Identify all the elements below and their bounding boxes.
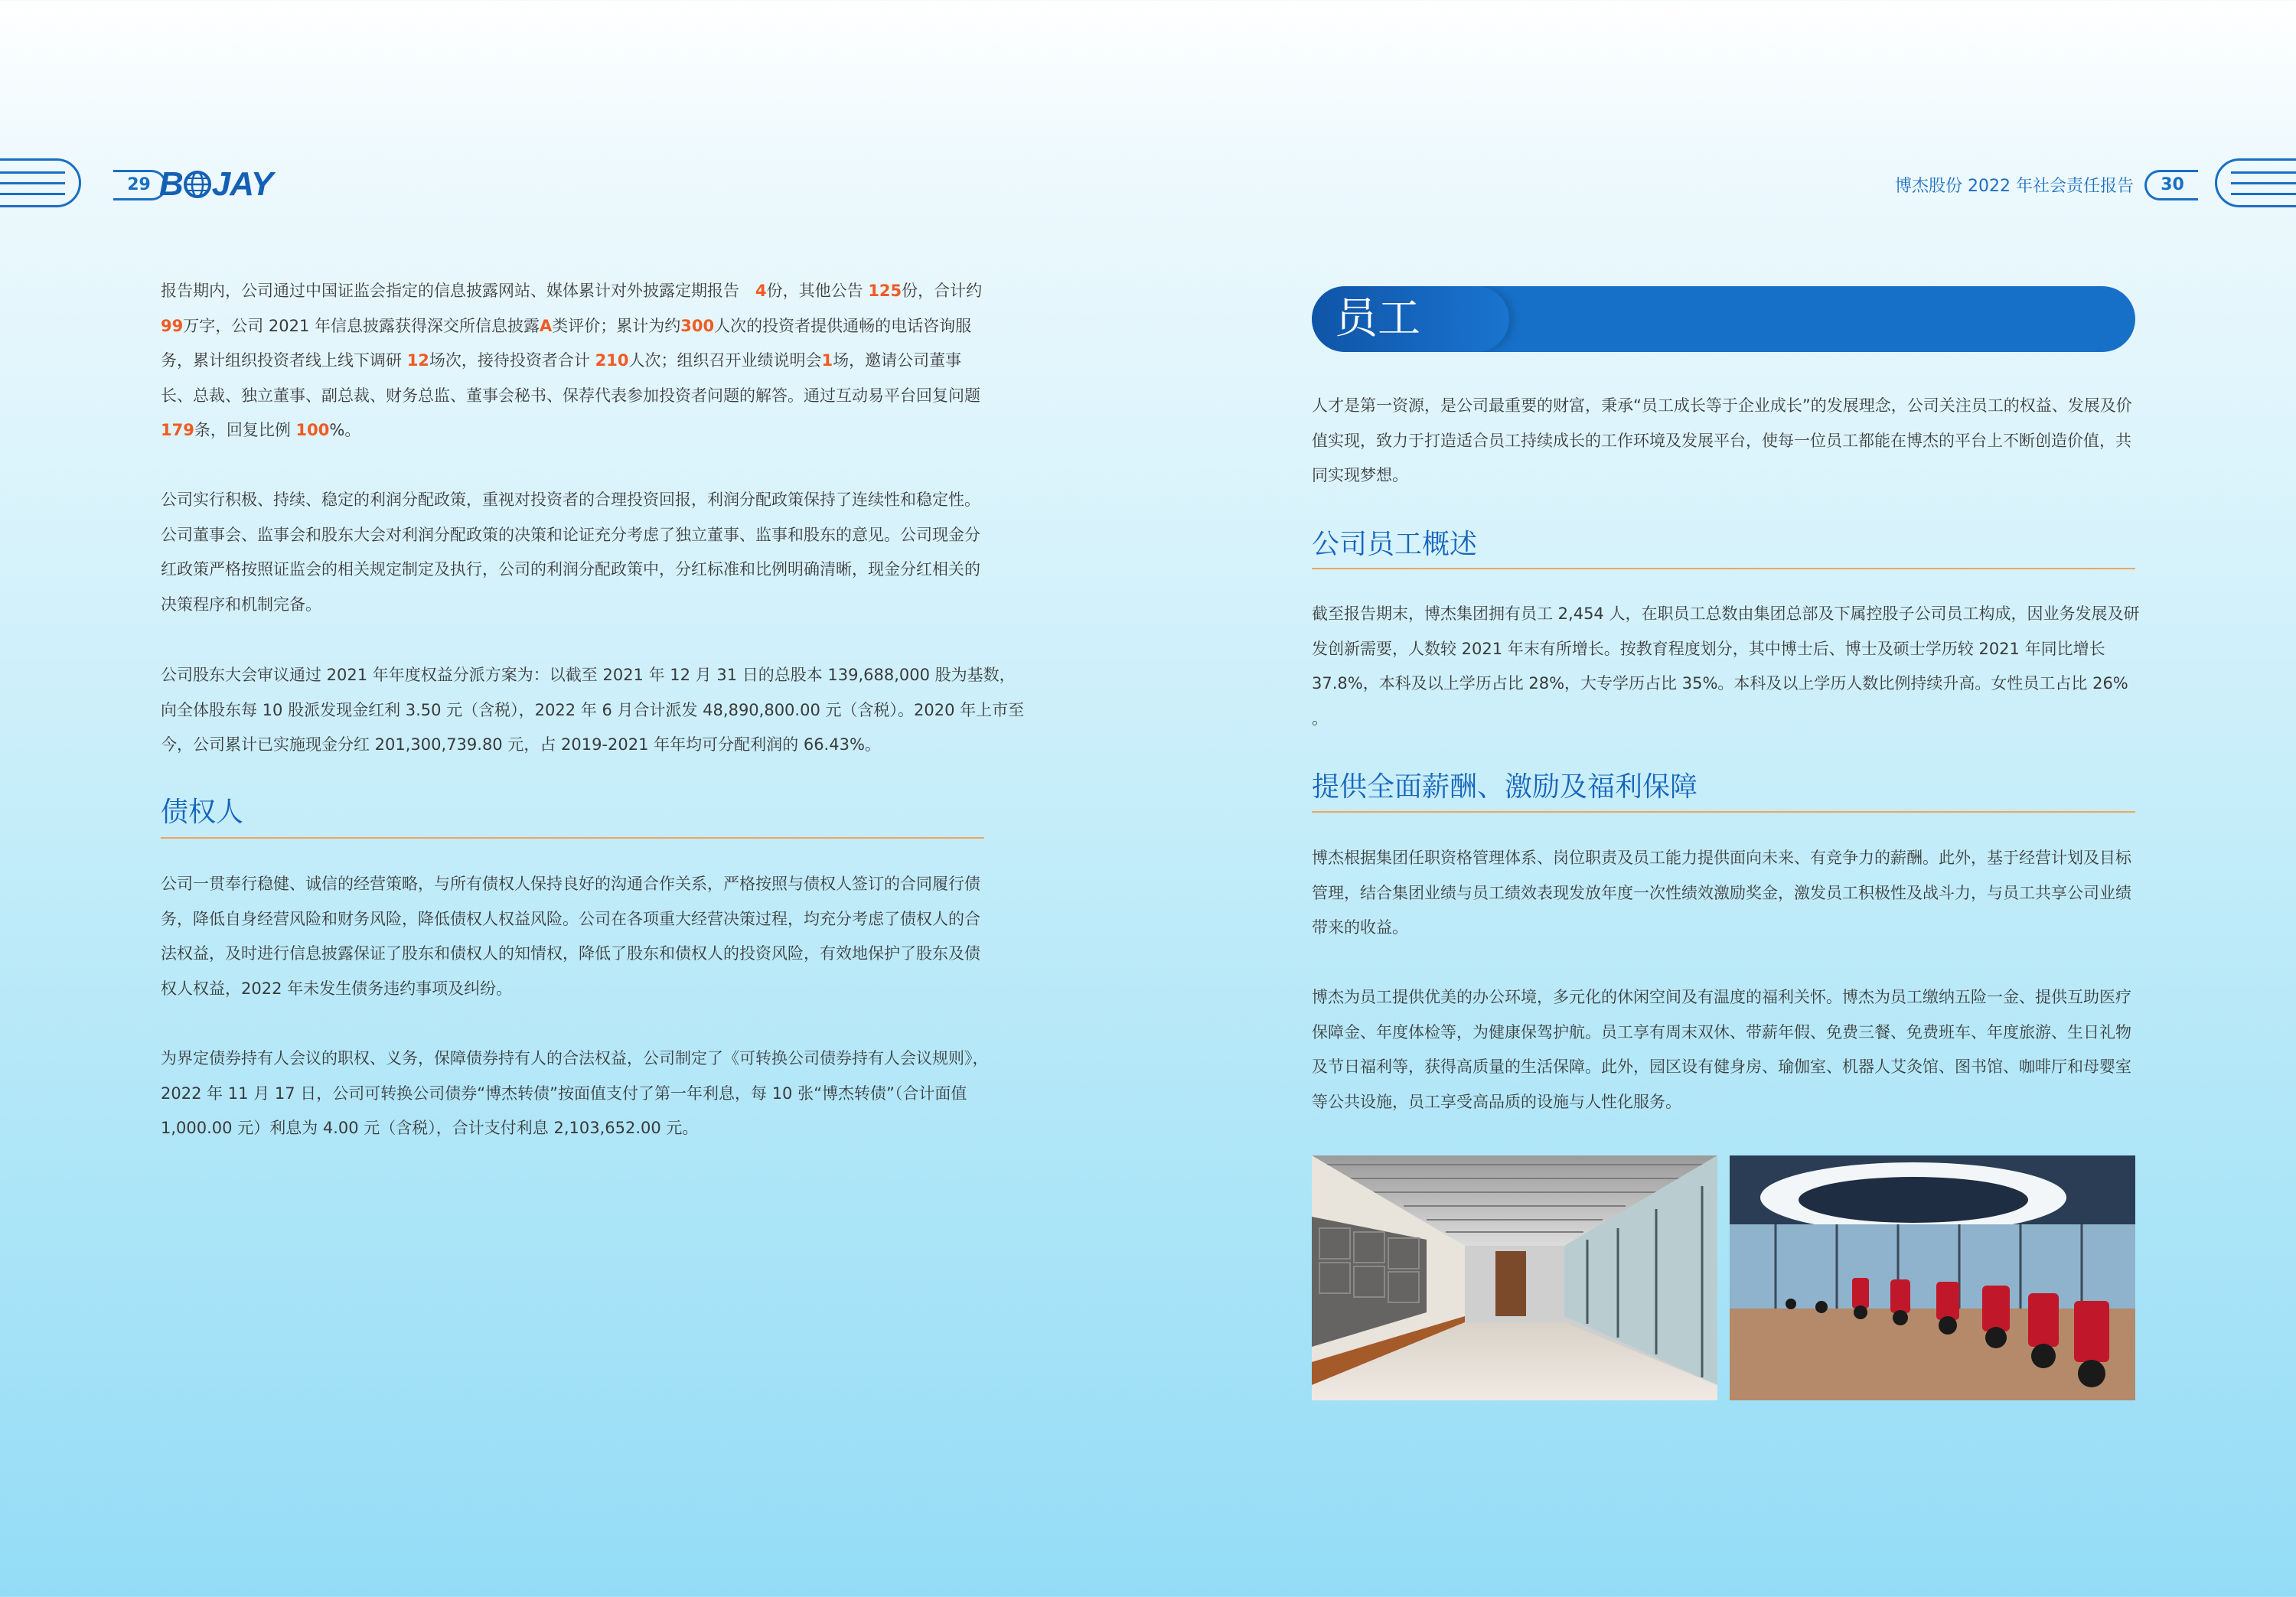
investor-relations-paragraph <box>161 274 984 448</box>
dividend-plan-paragraph: 公司股东大会审议通过 2021 年年度权益分派方案为：以截至 2021 年 12 月 31 日的总股本 139,688,000 股为基数，向全体股东每 10 股派发现金红利 3.50 元（含税），2022 年 6 月合计派发 48,890,800.00 元（含税）。2020 年上市至今，公司累计已实施现金分红 201,300,739.80 元，占 2019-2021 年年均可分配利润的 66.43%。 <box>161 666 1025 754</box>
highlight-number: 125 <box>868 282 902 300</box>
employee-section-banner <box>1312 286 2135 352</box>
paragraph-text: 报告期内，公司通过中国证监会指定的信息披露网站、媒体累计对外披露定期报告 <box>161 282 755 300</box>
highlight-number: 12 <box>406 351 429 370</box>
paragraph-text: 份，其他公告 <box>766 282 869 300</box>
paragraph-text: 万字，公司 2021 年信息披露获得深交所信息披露 <box>183 316 540 335</box>
paragraph-text: 条，回复比例 <box>194 421 296 439</box>
profit-distribution-paragraph: 公司实行积极、持续、稳定的利润分配政策，重视对投资者的合理投资回报，利润分配政策保持了连续性和稳定性。公司董事会、监事会和股东大会对利润分配政策的决策和论证充分考虑了独立董事、监事和股东的意见。公司现金分红政策严格按照证监会的相关规定制定及执行，公司的利润分配政策中，分红标准和比例明确清晰，现金分红相关的决策程序和机制完备。 <box>161 491 980 614</box>
header-decoration-left <box>0 158 81 207</box>
creditor-heading-rule <box>161 837 984 839</box>
welfare-paragraph: 博杰为员工提供优美的办公环境，多元化的休闲空间及有温度的福利关怀。博杰为员工缴纳五险一金、提供互助医疗保障金、年度体检等，为健康保驾护航。员工享有周末双休、带薪年假、免费三餐、免费班车、年度旅游、生日礼物及节日福利等，获得高质量的生活保障。此外，园区设有健身房、瑜伽室、机器人艾灸馆、图书馆、咖啡厅和母婴室等公共设施，员工享受高品质的设施与人性化服务。 <box>1312 988 2131 1111</box>
paragraph-text: 类评价；累计为约 <box>552 316 681 335</box>
benefits-heading: 提供全面薪酬、激励及福利保障 <box>1312 771 1698 803</box>
highlight-number: 4 <box>755 282 767 300</box>
highlight-number: 300 <box>680 316 715 335</box>
paragraph-text: 人次；组织召开业绩说明会 <box>628 351 822 370</box>
report-title: 博杰股份 2022 年社会责任报告 <box>1895 177 2134 196</box>
employee-section-title: 员工 <box>1335 294 1420 344</box>
header-decoration-right <box>2215 158 2296 207</box>
employee-overview-paragraph: 截至报告期末，博杰集团拥有员工 2,454 人，在职员工总数由集团总部及下属控股子公司员工构成，因业务发展及研发创新需要，人数较 2021 年末有所增长。按教育程度划分，其中博士后、博士及硕士学历较 2021 年同比增长 37.8%，本科及以上学历占比 28%，大专学历占比 35%。本科及以上学历人数比例持续升高。女性员工占比 26% 。 <box>1312 605 2140 728</box>
employee-overview-heading: 公司员工概述 <box>1312 529 1478 560</box>
employee-overview-rule <box>1312 568 2135 569</box>
compensation-paragraph: 博杰根据集团任职资格管理体系、岗位职责及员工能力提供面向未来、有竞争力的薪酬。此外，基于经营计划及目标管理，结合集团业绩与员工绩效表现发放年度一次性绩效激励奖金，激发员工积极性及战斗力，与员工共享公司业绩带来的收益。 <box>1312 849 2131 937</box>
highlight-number: 179 <box>161 421 194 439</box>
paragraph-text: %。 <box>329 421 361 439</box>
paragraph-text: 场，邀请公司董事长、总裁、独立董事、副总裁、财务总监、董事会秘书、保荐代表参加投资者问题的解答。通过互动易平台回复问题 <box>161 351 980 405</box>
highlight-number: A <box>540 316 553 335</box>
page-number-left: 29 <box>113 170 167 200</box>
creditor-heading: 债权人 <box>161 797 244 828</box>
paragraph-text: 场次，接待投资者合计 <box>429 351 595 370</box>
creditor-paragraph: 公司一贯奉行稳健、诚信的经营策略，与所有债权人保持良好的沟通合作关系，严格按照与债权人签订的合同履行债务，降低自身经营风险和财务风险，降低债权人权益风险。公司在各项重大经营决策过程，均充分考虑了债权人的合法权益，及时进行信息披露保证了股东和债权人的知情权，降低了股东和债权人的投资风险，有效地保护了股东及债权人权益，2022 年未发生债务违约事项及纠纷。 <box>161 875 980 998</box>
highlight-number: 1 <box>821 351 833 370</box>
bojay-logo: B JAY <box>159 165 273 203</box>
paragraph-text: 份，合计约 <box>902 282 983 300</box>
globe-icon <box>184 171 211 198</box>
benefits-heading-rule <box>1312 811 2135 813</box>
highlight-number: 210 <box>595 351 629 370</box>
highlight-number: 100 <box>295 421 330 439</box>
highlight-number: 99 <box>161 316 184 335</box>
gym-photo <box>1730 1155 2135 1400</box>
paragraph-text: 人次的投资者提供通畅的电话咨询服务，累计组织投资者线上线下调研 <box>161 316 972 370</box>
page-number-right: 30 <box>2144 170 2198 200</box>
office-corridor-photo <box>1312 1155 1717 1400</box>
bond-paragraph: 为界定债券持有人会议的职权、义务，保障债券持有人的合法权益，公司制定了《可转换公司债券持有人会议规则》，2022 年 11 月 17 日，公司可转换公司债券“博杰转债”按面值支付了第一年利息，每 10 张“博杰转债”（合计面值 1,000.00 元）利息为 4.00 元（含税），合计支付利息 2,103,652.00 元。 <box>161 1049 989 1137</box>
employee-intro-paragraph: 人才是第一资源，是公司最重要的财富，秉承“员工成长等于企业成长”的发展理念，公司关注员工的权益、发展及价值实现，致力于打造适合员工持续成长的工作环境及发展平台，使每一位员工都能在博杰的平台上不断创造价值，共同实现梦想。 <box>1312 396 2132 484</box>
